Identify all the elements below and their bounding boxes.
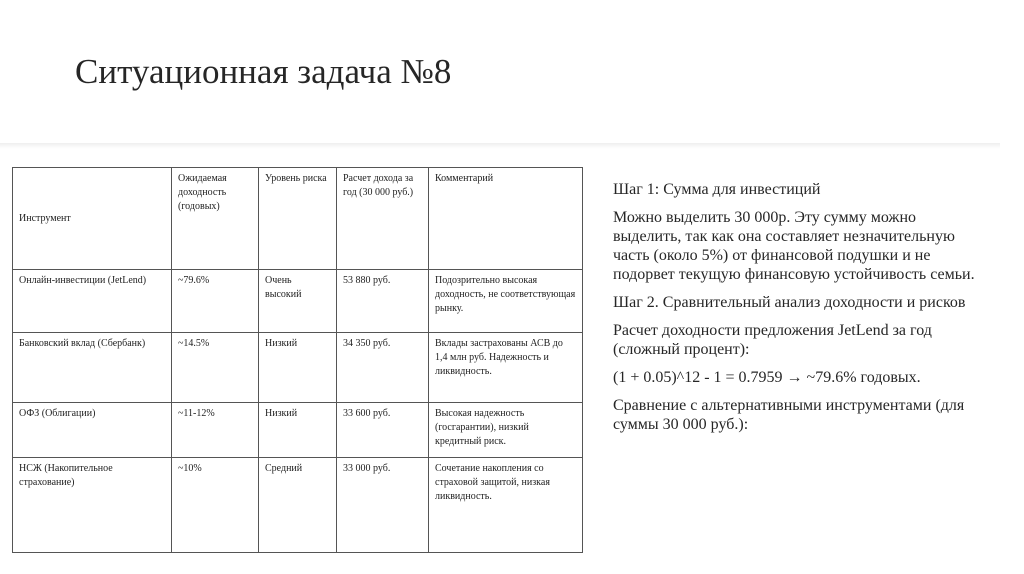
header-annual-income: Расчет дохода за год (30 000 руб.) [337, 168, 429, 270]
yield-calc-intro: Расчет доходности предложения JetLend за год (сложный процент): [613, 322, 932, 358]
title-divider [0, 143, 1000, 149]
table-row [13, 458, 583, 553]
cell-income: 33 000 руб. [337, 458, 429, 553]
header-risk-level: Уровень риска [259, 168, 337, 270]
instruments-table [12, 167, 583, 553]
analysis-text [613, 180, 983, 443]
cell-comment: Высокая надежность (госгарантии), низкий кредитный риск. [429, 403, 583, 458]
cell-instrument: ОФЗ (Облигации) [13, 403, 172, 458]
cell-instrument: НСЖ (Накопительное страхование) [13, 458, 172, 553]
cell-yield: ~10% [172, 458, 259, 553]
cell-risk: Низкий [259, 333, 337, 403]
cell-comment: Подозрительно высокая доходность, не соответствующая рынку. [429, 270, 583, 333]
cell-instrument: Онлайн-инвестиции (JetLend) [13, 270, 172, 333]
cell-income: 53 880 руб. [337, 270, 429, 333]
table-header-row [13, 168, 583, 270]
step2-heading: Шаг 2. Сравнительный анализ доходности и рисков [613, 294, 966, 311]
cell-instrument: Банковский вклад (Сбербанк) [13, 333, 172, 403]
header-expected-yield: Ожидаемая доходность (годовых) [172, 168, 259, 270]
yield-formula: (1 + 0.05)^12 - 1 = 0.7959 → ~79.6% годовых. [613, 369, 921, 386]
header-comment: Комментарий [429, 168, 583, 270]
cell-risk: Очень высокий [259, 270, 337, 333]
cell-yield: ~11-12% [172, 403, 259, 458]
table-row [13, 333, 583, 403]
header-instrument: Инструмент [13, 168, 172, 270]
comparison-intro: Сравнение с альтернативными инструментами (для суммы 30 000 руб.): [613, 397, 965, 433]
cell-comment: Сочетание накопления со страховой защитой, низкая ликвидность. [429, 458, 583, 553]
cell-income: 34 350 руб. [337, 333, 429, 403]
table-row [13, 403, 583, 458]
step1-body: Можно выделить 30 000р. Эту сумму можно выделить, так как она составляет незначительную часть (около 5%) от финансовой подушки и не подорвет текущую финансовую устойчивость семьи. [613, 209, 975, 283]
cell-comment: Вклады застрахованы АСВ до 1,4 млн руб. Надежность и ликвидность. [429, 333, 583, 403]
cell-yield: ~14.5% [172, 333, 259, 403]
cell-risk: Низкий [259, 403, 337, 458]
cell-yield: ~79.6% [172, 270, 259, 333]
cell-risk: Средний [259, 458, 337, 553]
table-row [13, 270, 583, 333]
step1-heading: Шаг 1: Сумма для инвестиций [613, 181, 821, 198]
cell-income: 33 600 руб. [337, 403, 429, 458]
slide-title: Ситуационная задача №8 [75, 52, 452, 91]
